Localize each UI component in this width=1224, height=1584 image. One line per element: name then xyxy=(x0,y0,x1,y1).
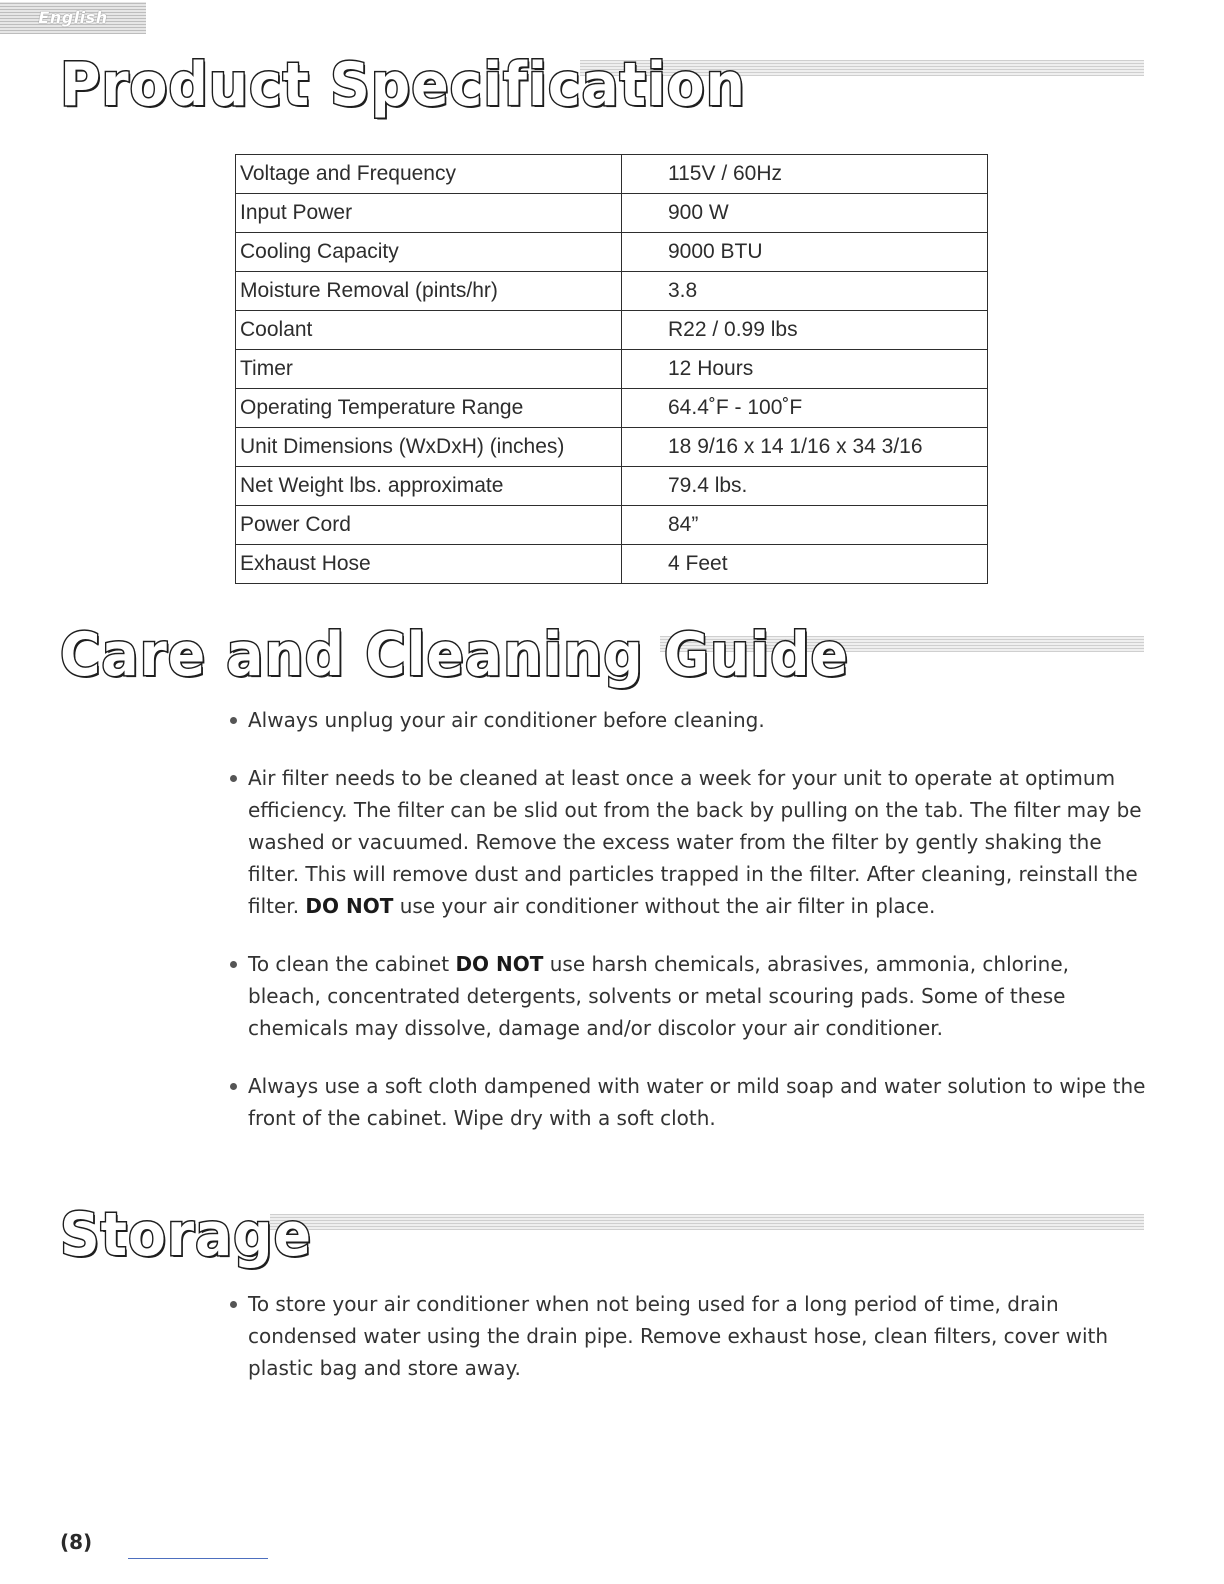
spec-label: Timer xyxy=(236,350,622,389)
table-row xyxy=(236,311,988,350)
table-row xyxy=(236,506,988,545)
table-row xyxy=(236,545,988,584)
care-bullet-text: use your air conditioner without the air filter in place. xyxy=(399,894,936,918)
spec-label: Input Power xyxy=(236,194,622,233)
table-row xyxy=(236,194,988,233)
care-bullet-text: use harsh chemicals, abrasives, ammonia, chlorine, bleach, concentrated detergents, solvents or metal scouring pads. Some of these chemicals may dissolve, damage and/or discolor your air conditioner. xyxy=(248,952,1069,1040)
language-label: English xyxy=(38,8,108,27)
spec-table xyxy=(235,154,988,584)
spec-label: Exhaust Hose xyxy=(236,545,622,584)
table-row xyxy=(236,350,988,389)
table-row xyxy=(236,389,988,428)
spec-label: Cooling Capacity xyxy=(236,233,622,272)
spec-label: Coolant xyxy=(236,311,622,350)
spec-title: Product Specification xyxy=(60,50,746,120)
footer-rule xyxy=(128,1558,268,1559)
spec-label: Unit Dimensions (WxDxH) (inches) xyxy=(236,428,622,467)
care-bullet-text: Air filter needs to be cleaned at least once a week for your unit to operate at optimum efficiency. The filter can be slid out from the back by pulling on the tab. The filter may be washed or vacuumed. Remove the excess water from the filter by gently shaking the filter. This will remove dust and particles trapped in the filter. After cleaning, reinstall the filter. xyxy=(248,766,1142,918)
storage-title: Storage xyxy=(60,1200,312,1270)
spec-heading xyxy=(60,46,1144,120)
spec-value: 64.4˚F - 100˚F xyxy=(622,389,988,428)
heading-rule xyxy=(270,1214,1144,1230)
list-item xyxy=(228,762,1148,922)
spec-value: 4 Feet xyxy=(622,545,988,584)
spec-value: 115V / 60Hz xyxy=(622,155,988,194)
emphasis-text: DO NOT xyxy=(305,894,394,918)
spec-label: Net Weight lbs. approximate xyxy=(236,467,622,506)
table-row xyxy=(236,428,988,467)
spec-value: 3.8 xyxy=(622,272,988,311)
spec-label: Voltage and Frequency xyxy=(236,155,622,194)
care-bullet-text: Always unplug your air conditioner before cleaning. xyxy=(248,708,765,732)
storage-list xyxy=(228,1288,1148,1384)
table-row xyxy=(236,233,988,272)
spec-value: R22 / 0.99 lbs xyxy=(622,311,988,350)
spec-value: 12 Hours xyxy=(622,350,988,389)
care-heading xyxy=(60,616,1144,690)
spec-label: Moisture Removal (pints/hr) xyxy=(236,272,622,311)
care-title: Care and Cleaning Guide xyxy=(60,620,849,690)
spec-label: Power Cord xyxy=(236,506,622,545)
storage-heading xyxy=(60,1196,1144,1270)
list-item xyxy=(228,704,1148,736)
spec-value: 9000 BTU xyxy=(622,233,988,272)
spec-value: 900 W xyxy=(622,194,988,233)
language-tab xyxy=(0,2,146,34)
table-row xyxy=(236,155,988,194)
spec-value: 84” xyxy=(622,506,988,545)
care-bullet-text: Always use a soft cloth dampened with water or mild soap and water solution to wipe the front of the cabinet. Wipe dry with a soft cloth. xyxy=(248,1074,1146,1130)
spec-value: 79.4 lbs. xyxy=(622,467,988,506)
care-list xyxy=(228,704,1148,1134)
table-row xyxy=(236,467,988,506)
page-number: (8) xyxy=(60,1530,93,1554)
list-item xyxy=(228,1288,1148,1384)
care-bullet-text: To clean the cabinet xyxy=(248,952,450,976)
spec-label: Operating Temperature Range xyxy=(236,389,622,428)
list-item xyxy=(228,1070,1148,1134)
table-row xyxy=(236,272,988,311)
emphasis-text: DO NOT xyxy=(455,952,544,976)
storage-bullet-text: To store your air conditioner when not being used for a long period of time, drain condensed water using the drain pipe. Remove exhaust hose, clean filters, cover with plastic bag and store away. xyxy=(248,1292,1109,1380)
spec-value: 18 9/16 x 14 1/16 x 34 3/16 xyxy=(622,428,988,467)
list-item xyxy=(228,948,1148,1044)
